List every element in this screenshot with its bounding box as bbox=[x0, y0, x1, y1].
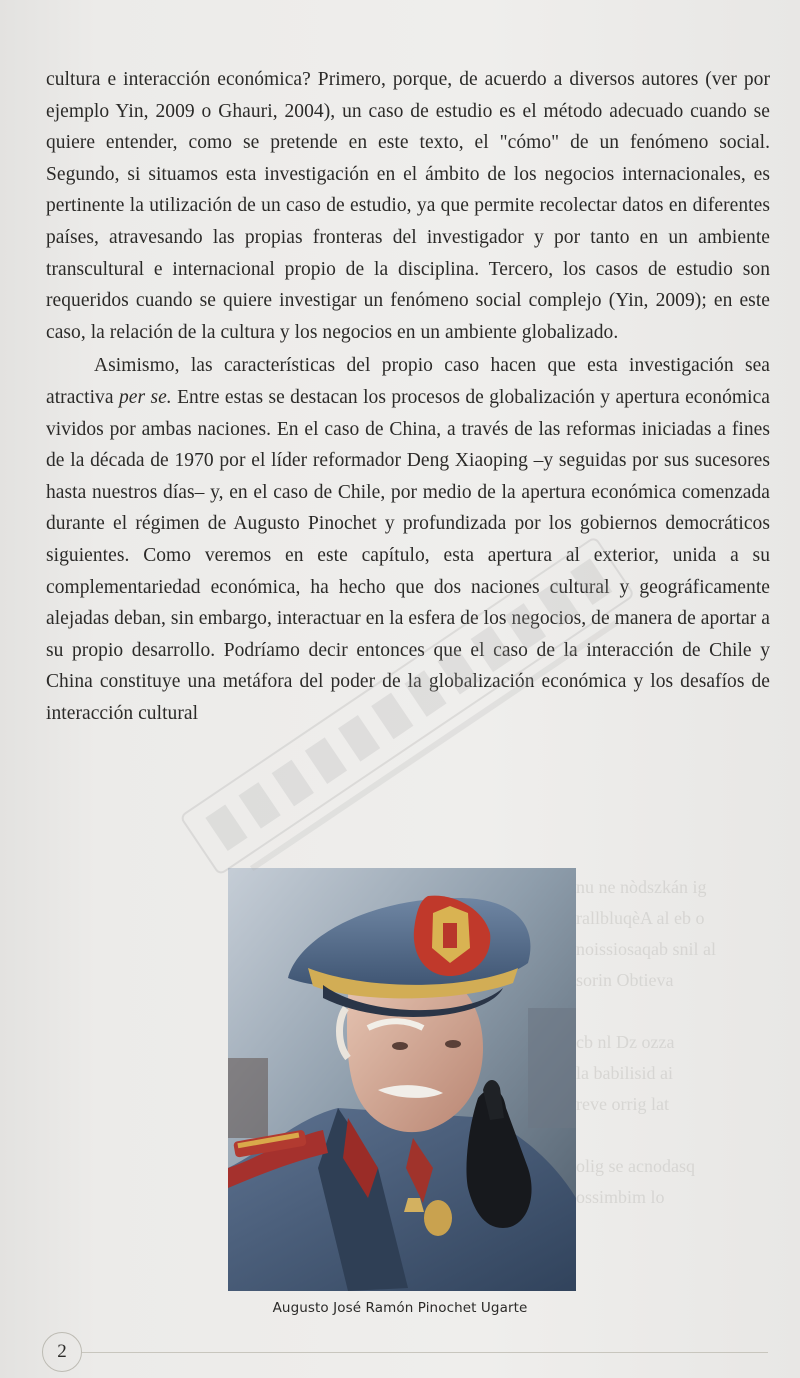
paragraph-text-after-emphasis: Entre estas se destacan los procesos de globalización y apertura económica vividos por ambas naciones. En el caso de China, a través de las reformas iniciadas a fines de la década de 1970 por el líder reformador Deng Xiaoping –y seguidas por sus sucesores hasta nuestros días– y, en el caso de Chile, por medio de la apertura económica comenzada durante el régimen de Augusto Pinochet y profundizada por los gobiernos democráticos siguientes. Como veremos en este capítulo, esta apertura al exterior, unida a su complementariedad económica, ha hecho que dos naciones cultural y geográficamente alejadas deban, sin embargo, interactuar en la esfera de los negocios, de manera de aportar a su propio desarrollo. Podríamo decir entonces que el caso de la interacción de Chile y China constituye una metáfora del poder de la globalización económica y los desafíos de interacción cultural bbox=[46, 386, 770, 724]
paragraph-text-before-emphasis: Asimismo, las características del propio caso hacen que esta investigación sea atractiva bbox=[46, 355, 770, 408]
paragraph-emphasis: per se. bbox=[118, 386, 172, 408]
page-number: 2 bbox=[42, 1332, 82, 1372]
body-text bbox=[46, 64, 770, 724]
paragraph-continuation: cultura e interacción económica? Primero, porque, de acuerdo a diversos autores (ver por ejemplo Yin, 2009 o Ghauri, 2004), un caso de estudio es el método adecuado cuando se quiere entender, como se pretende en este texto, el "cómo" de un fenómeno social. Segundo, si situamos esta investigación en el ámbito de los negocios internacionales, es pertinente la utilización de un caso de estudio, ya que permite recolectar datos en diferentes países, atravesando las propias fronteras del investigador y por tanto en un ambiente transcultural e internacional propio de la disciplina. Tercero, los casos de estudio son requeridos cuando se quiere investigar un fenómeno social complejo (Yin, 2009); en este caso, la relación de la cultura y los negocios en un ambiente globalizado. bbox=[46, 69, 770, 343]
bleed-through-text: nu ne nòdszkán ig rallbluqèA al eb o noissiosaqab snil al sorin Obtieva cb nl Dz ozza la babilisid ai reve orrig lat olig se acnodasq ossimbim lo bbox=[576, 877, 716, 1207]
figure-caption: Augusto José Ramón Pinochet Ugarte bbox=[272, 1300, 528, 1316]
paragraph-asimismo bbox=[46, 350, 770, 724]
portrait-photo bbox=[228, 868, 576, 1291]
footer-rule bbox=[82, 1352, 768, 1353]
